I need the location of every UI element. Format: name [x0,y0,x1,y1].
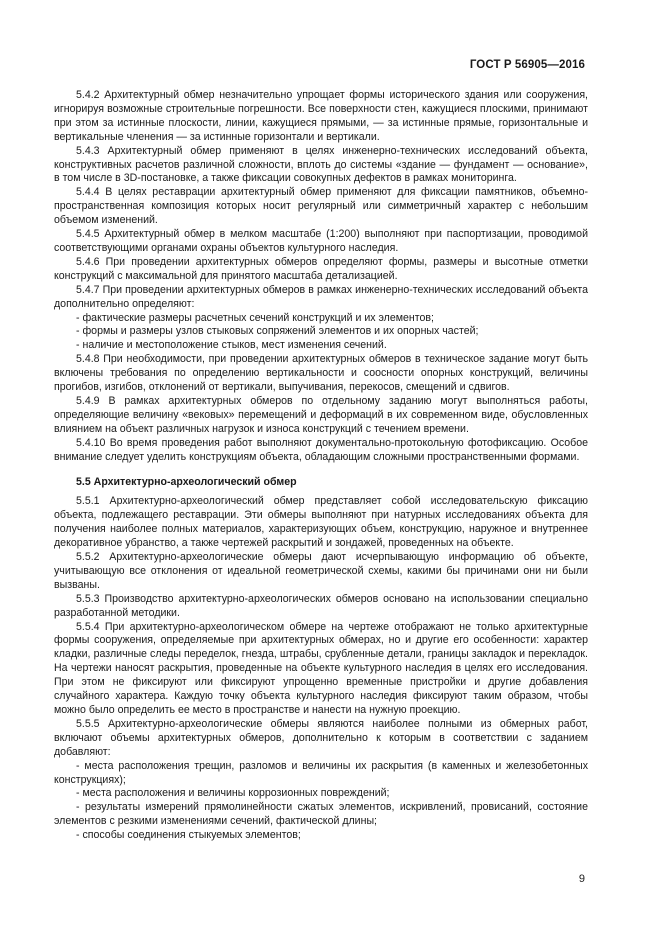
list-item: - места расположения трещин, разломов и величины их раскрытия (в каменных и железобетонных конструкциях); [54,759,588,786]
paragraph: 5.4.8 При необходимости, при проведении архитектурных обмеров в техническое задание могут быть включены требования по определению вертикальности и соосности опорных конструкций, величины прогибов, изгибов, отклонений от вертикали, выпучивания, перекосов, смещений и сдвигов. [54,353,588,394]
paragraph: 5.4.3 Архитектурный обмер применяют в целях инженерно-технических исследований объекта, конструктивных расчетов различной сложности, вплоть до системы «здание — фундамент — основание», в том числе в 3D-постановке, а также фиксации совокупных дефектов в рамках мониторинга. [54,144,588,185]
document-body [54,89,588,843]
paragraph: 5.4.7 При проведении архитектурных обмеров в рамках инженерно-технических исследований объекта дополнительно определяют: [54,283,588,310]
paragraph: 5.4.5 Архитектурный обмер в мелком масштабе (1:200) выполняют при паспортизации, проводимой соответствующими органами охраны объектов культурного наследия. [54,228,588,254]
paragraph: 5.4.2 Архитектурный обмер незначительно упрощает формы исторического здания или сооружения, игнорируя возможные строительные погрешности. Все поверхности стен, кажущиеся плоскими, принимают при этом за истинные плоскости, линии, кажущиеся прямыми, — за истинные прямые, горизонтальные и вертикальные членения — за истинные горизонтали и вертикали. [54,89,588,143]
paragraph: 5.5.1 Архитектурно-археологический обмер представляет собой исследовательскую фиксацию объекта, подлежащего реставрации. Эти обмеры выполняют при натурных исследованиях объекта для получения наиболее полных материалов, характеризующих объем, конструкцию, наружное и внутреннее декоративное убранство, а также чертежей раскрытий и зондажей, проведенных на объекте. [54,495,588,550]
list-item: - формы и размеры узлов стыковых сопряжений элементов и их опорных частей; [76,325,479,338]
paragraph: 5.5.4 При архитектурно-археологическом обмере на чертеже отображают не только архитектурные формы сооружения, определяемые при архитектурных обмерах, но и другие его особенности: характер кладки, различные следы переделок, гнезда, штрабы, срубленные детали, границы закладок и перекладок. На чертежи наносят раскрытия, проведенные на объекте культурного наследия в целях его исследования. При этом не фиксируют или фиксируют упрощенно временные пристройки и другие добавления случайного характера. Каждую точку объекта культурного наследия фиксируют таким образом, чтобы можно было определить ее место в пространстве и нанести на нужную проекцию. [54,620,588,716]
list-item: - места расположения и величины коррозионных повреждений; [76,787,390,800]
paragraph: 5.4.6 При проведении архитектурных обмеров определяют формы, размеры и высотные отметки конструкций с максимальной для принятого масштаба детализацией. [54,255,588,282]
list-item: - результаты измерений прямолинейности сжатых элементов, искривлений, провисаний, состояние элементов с резкими изменениями сечений, фактической длины; [54,801,588,828]
paragraph: 5.4.4 В целях реставрации архитектурный обмер применяют для фиксации памятников, объемно-пространственная композиция которых носит регулярный или симметричный характер с небольшим объемом изменений. [54,186,588,227]
paragraph: 5.5.5 Архитектурно-археологические обмеры являются наиболее полными из обмерных работ, включают объемы архитектурных обмеров, дополнительно к которым в соответствии с заданием добавляют: [54,717,588,758]
list-item: - фактические размеры расчетных сечений конструкций и их элементов; [76,311,434,324]
paragraph: 5.5.3 Производство архитектурно-археологических обмеров основано на использовании специально разработанной методики. [54,592,588,619]
standard-designation: ГОСТ Р 56905—2016 [469,59,585,71]
section-heading: 5.5 Архитектурно-археологический обмер [76,476,297,489]
list-item: - способы соединения стыкуемых элементов; [76,829,301,842]
page-number: 9 [578,873,585,885]
paragraph: 5.4.9 В рамках архитектурных обмеров по отдельному заданию могут выполняться работы, определяющие величину «вековых» перемещений и деформаций в их современном виде, обусловленных влиянием на объект различных нагрузок и износа конструкций с течением времени. [54,394,588,435]
paragraph: 5.5.2 Архитектурно-археологические обмеры дают исчерпывающую информацию об объекте, учитывающую все отклонения от идеальной геометрической схемы, какими бы причинами они ни были вызваны. [54,551,588,591]
paragraph: 5.4.10 Во время проведения работ выполняют документально-протокольную фотофиксацию. Особое внимание следует уделить конструкциям объекта, обладающим сложными пространственными формами. [54,436,588,463]
list-item: - наличие и местоположение стыков, мест изменения сечений. [76,339,387,352]
